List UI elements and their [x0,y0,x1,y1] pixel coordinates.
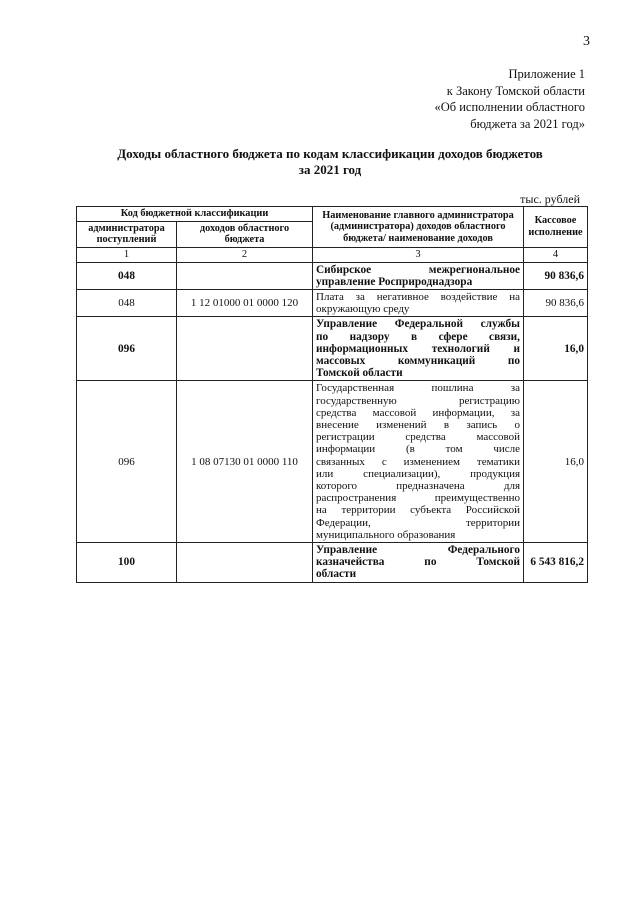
income-code-cell: 1 12 01000 01 0000 120 [177,289,313,316]
title-line: Доходы областного бюджета по кодам классификации доходов бюджетов [117,146,543,161]
name-line: внесение изменений в запись о [316,418,521,431]
header-admin-code: администратора поступлений [77,221,177,247]
appendix-note [285,66,585,132]
name-line: или специализации), продукция [316,467,521,480]
name-cell [313,262,524,289]
amount-cell: 16,0 [524,317,588,381]
amount-cell: 6 543 816,2 [524,542,588,582]
name-line: управление Росприроднадзора [316,275,473,288]
name-line: Сибирское межрегиональное [316,263,521,276]
header-income-code: доходов областного бюджета [177,221,313,247]
amount-cell: 90 836,6 [524,289,588,316]
amount-cell: 16,0 [524,381,588,543]
name-line: Управление Федеральной службы [316,318,521,331]
name-cell [313,289,524,316]
header-cash: Кассовое исполнение [524,207,588,248]
admin-code-cell: 096 [77,317,177,381]
document-title [60,146,600,178]
header-name: Наименование главного администратора (администратора) доходов областного бюджета/ наименование доходов [313,207,524,248]
income-code-cell: 1 08 07130 01 0000 110 [177,381,313,543]
name-line: массовых коммуникаций по [316,354,521,367]
name-line: распространения преимущественно [316,492,521,505]
column-number: 2 [177,247,313,262]
admin-code-cell: 096 [77,381,177,543]
name-line: муниципального образования [316,528,456,541]
table-row [77,262,588,289]
name-cell [313,317,524,381]
name-line: Томской области [316,367,403,380]
name-line: Управление Федерального [316,543,521,556]
name-cell [313,542,524,582]
appendix-line: «Об исполнении областного [434,100,585,114]
name-line: Плата за негативное воздействие на [316,290,521,303]
name-line: на территории субъекта Российской [316,504,521,517]
name-line: по надзору в сфере связи, [316,330,521,343]
name-line: государственную регистрацию [316,394,521,407]
admin-code-cell: 048 [77,262,177,289]
appendix-line: к Закону Томской области [446,83,585,98]
name-line: информации (в том числе [316,443,521,456]
name-line: регистрации средства массовой [316,431,521,444]
income-code-cell [177,262,313,289]
column-number: 1 [77,247,177,262]
name-cell [313,381,524,543]
income-table [76,206,588,583]
name-line: Федерации, территории [316,516,521,529]
table-row [77,317,588,381]
table-row [77,381,588,543]
income-code-cell [177,317,313,381]
admin-code-cell: 100 [77,542,177,582]
name-line: средства массовой информации, за [316,406,521,419]
header-bcc-group: Код бюджетной классификации [77,207,313,222]
page-number: 3 [583,34,590,49]
title-line: за 2021 год [298,162,362,177]
name-line: которого предназначена для [316,479,521,492]
name-line: окружающую среду [316,303,410,316]
units-label: тыс. рублей [520,192,580,206]
name-line: казначейства по Томской [316,556,521,569]
table-row [77,289,588,316]
table-body [77,262,588,582]
admin-code-cell: 048 [77,289,177,316]
name-line: информационных технологий и [316,342,521,355]
column-number: 4 [524,247,588,262]
table-row [77,542,588,582]
appendix-line: бюджета за 2021 год» [470,116,585,131]
income-code-cell [177,542,313,582]
appendix-line: Приложение 1 [508,67,585,81]
column-number: 3 [313,247,524,262]
amount-cell: 90 836,6 [524,262,588,289]
name-line: области [316,568,357,581]
name-line: Государственная пошлина за [316,382,521,395]
name-line: связанных с изменением тематики [316,455,521,468]
